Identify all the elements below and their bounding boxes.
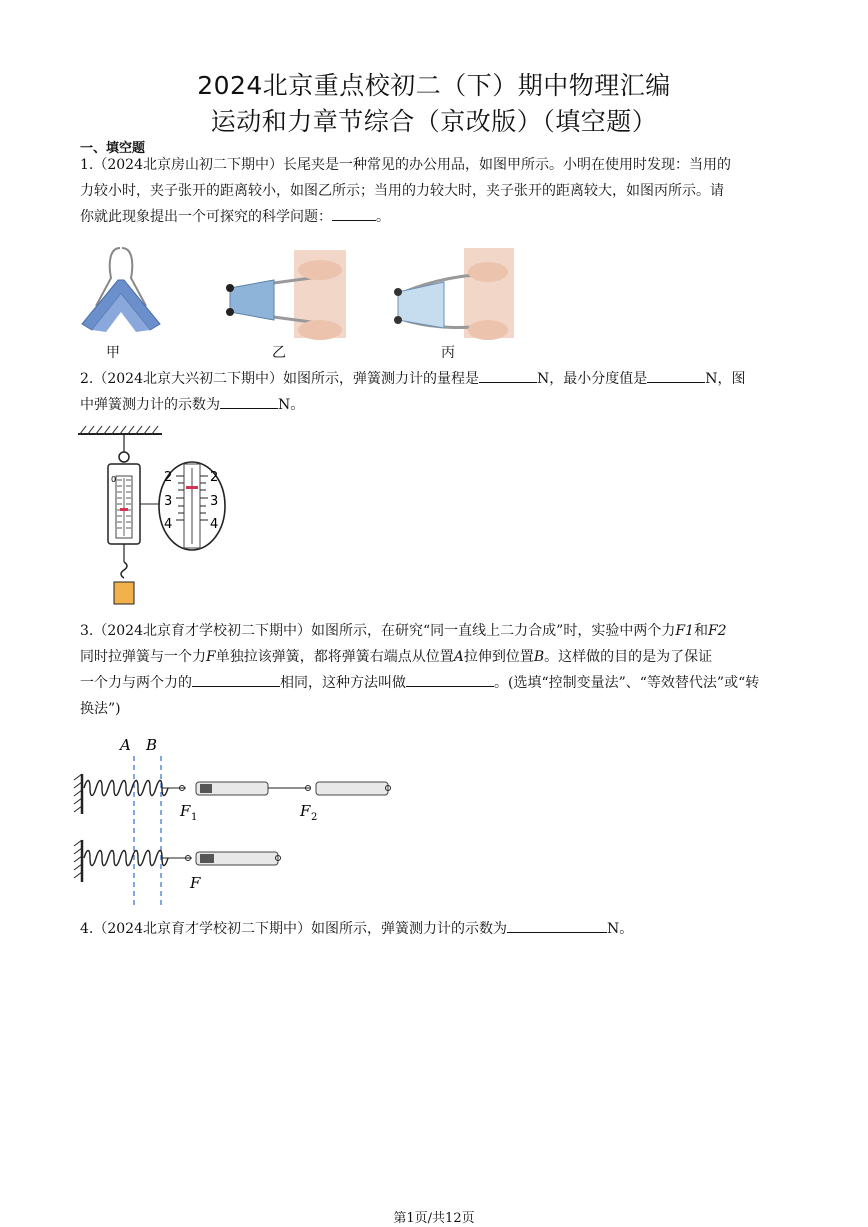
binder-clip-figure-jia — [76, 246, 166, 338]
question-2 — [80, 366, 794, 418]
scale-pointer — [120, 508, 128, 511]
q3-pos-a: A — [453, 649, 464, 665]
q4-unit: N。 — [607, 921, 634, 937]
q2-unit-c: N。 — [278, 397, 305, 413]
q4-number: 4. — [80, 921, 94, 937]
q3-pos-b: B — [533, 649, 545, 665]
q1-text-b: 力较小时，夹子张开的距离较小，如图乙所示；当用的力较大时，夹子张开的距离较大，如图丙所示。请 — [80, 183, 724, 199]
spring-scale-f2 — [316, 782, 388, 795]
label-f2: F — [300, 802, 311, 820]
q4-reading-blank[interactable] — [507, 916, 607, 933]
mag-right-label-4: 4 — [210, 517, 219, 532]
mag-left-label-4: 4 — [164, 517, 173, 532]
q2-range-blank[interactable] — [479, 366, 537, 383]
q1-source: （2024北京房山初二下期中） — [93, 157, 283, 173]
page-number: 第1页/共12页 — [393, 1211, 475, 1226]
mag-right-label-3: 3 — [210, 494, 219, 509]
q3-text-a1: 如图所示，在研究“同一直线上二力合成”时，实验中两个力 — [311, 623, 676, 639]
spring-scale-figure — [76, 424, 236, 610]
question-4 — [80, 916, 794, 942]
page-title: 2024北京重点校初二（下）期中物理汇编 — [197, 71, 671, 100]
page-subtitle: 运动和力章节综合（京改版）（填空题） — [210, 107, 658, 136]
q3-number: 3. — [80, 623, 94, 639]
spring-bottom — [84, 851, 168, 866]
scale-hook — [121, 562, 127, 578]
section-heading: 一、填空题 — [80, 141, 146, 156]
q3-text-c2: 相同，这种方法叫做 — [280, 675, 406, 691]
q1-text-c: 你就此现象提出一个可探究的科学问题： — [80, 209, 332, 225]
weight-block — [114, 582, 134, 604]
scale-zero-label: 0 — [111, 475, 117, 484]
label-a: A — [120, 736, 131, 754]
spring-top — [84, 781, 168, 796]
q3-text-c3: 。(选填“控制变量法”、“等效替代法”或“转 — [494, 675, 760, 691]
q3-f2: F2 — [707, 623, 727, 639]
q1-text-a: 长尾夹是一种常见的办公用品，如图甲所示。小明在使用时发现：当用的 — [283, 157, 731, 173]
binder-clip-figure-bing — [388, 248, 514, 340]
ceiling-hatch — [80, 426, 158, 434]
mag-left-label-3: 3 — [164, 494, 173, 509]
q3-f1: F1 — [675, 623, 694, 639]
mag-left-label-2: 2 — [164, 470, 173, 485]
q1-caption-yi: 乙 — [272, 345, 286, 361]
q2-reading-blank[interactable] — [220, 392, 278, 409]
q2-division-blank[interactable] — [647, 366, 705, 383]
q2-text-a: 如图所示，弹簧测力计的量程是 — [283, 371, 479, 387]
q3-text-b1: 同时拉弹簧与一个力 — [80, 649, 206, 665]
q4-text-a: 如图所示，弹簧测力计的示数为 — [311, 921, 507, 937]
q1-text-end: 。 — [376, 209, 390, 225]
question-3 — [80, 618, 794, 722]
q3-f: F — [206, 649, 216, 665]
question-1 — [80, 152, 794, 230]
q3-blank-1[interactable] — [192, 670, 280, 687]
q3-text-c1: 一个力与两个力的 — [80, 675, 192, 691]
q1-answer-blank[interactable] — [332, 204, 376, 221]
q3-text-d: 换法”) — [80, 701, 121, 717]
q1-caption-jia: 甲 — [106, 345, 120, 361]
q2-number: 2. — [80, 371, 94, 387]
label-f: F — [190, 874, 201, 892]
q1-number: 1. — [80, 157, 94, 173]
q2-unit-b: N，图 — [705, 371, 746, 387]
q2-source: （2024北京大兴初二下期中） — [93, 371, 283, 387]
q3-text-b2: 单独拉该弹簧，都将弹簧右端点从位置 — [215, 649, 454, 665]
binder-clip-figure-yi — [216, 250, 346, 340]
mag-right-label-2: 2 — [210, 470, 219, 485]
label-f2-sub: 2 — [311, 812, 318, 823]
label-b: B — [146, 736, 158, 754]
label-f1-sub: 1 — [191, 812, 198, 823]
force-composition-figure — [70, 730, 400, 910]
q4-source: （2024北京育才学校初二下期中） — [93, 921, 311, 937]
q2-text-b: 中弹簧测力计的示数为 — [80, 397, 220, 413]
q3-blank-2[interactable] — [406, 670, 494, 687]
label-f1: F — [180, 802, 191, 820]
hanging-ring — [119, 452, 129, 462]
q3-and: 和 — [693, 623, 708, 639]
q2-unit-a: N，最小分度值是 — [537, 371, 648, 387]
q1-caption-bing: 丙 — [441, 345, 455, 361]
q3-text-b4: 。这样做的目的是为了保证 — [544, 649, 713, 665]
q3-source: （2024北京育才学校初二下期中） — [93, 623, 311, 639]
magnified-pointer — [186, 486, 198, 489]
q3-text-b3: 拉伸到位置 — [463, 649, 534, 665]
